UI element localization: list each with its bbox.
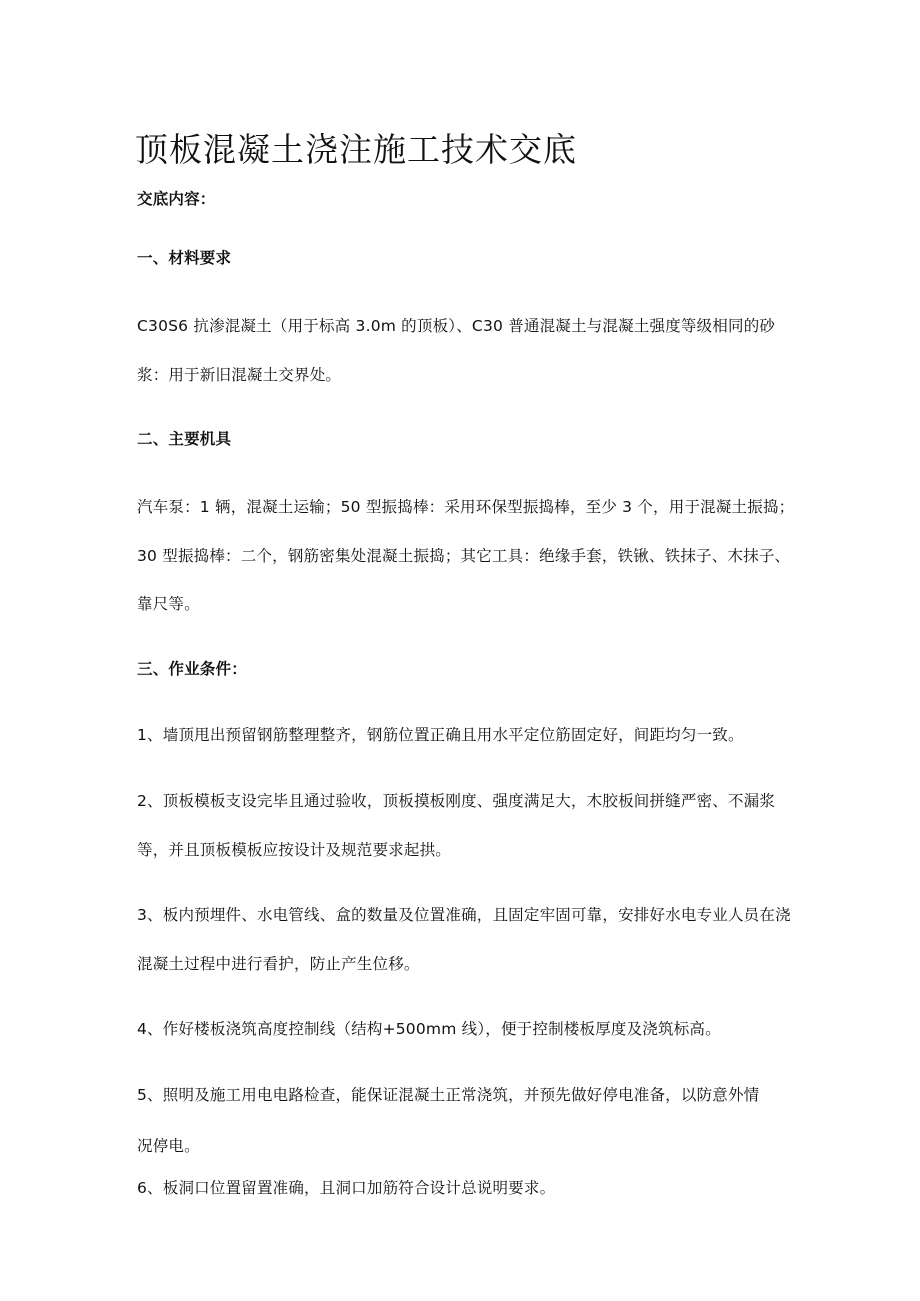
list-item-continuation: 等，并且顶板模板应按设计及规范要求起拱。 [137,841,452,859]
list-item-continuation: 况停电。 [137,1137,200,1155]
intro-label: 交底内容： [137,190,216,208]
list-item: 5、照明及施工用电电路检查，能保证混凝土正常浇筑，并预先做好停电准备，以防意外情 [137,1086,760,1104]
list-item: 4、作好楼板浇筑高度控制线（结构+500mm 线），便于控制楼板厚度及浇筑标高。 [137,1020,721,1038]
list-item: 1、墙顶甩出预留钢筋整理整齐，钢筋位置正确且用水平定位筋固定好，间距均匀一致。 [137,726,744,744]
list-item: 3、板内预埋件、水电管线、盒的数量及位置准确，且固定牢固可靠，安排好水电专业人员在浇 [137,906,791,924]
list-item: 6、板洞口位置留置准确，且洞口加筋符合设计总说明要求。 [137,1179,556,1197]
list-item: 2、顶板模板支设完毕且通过验收，顶板摸板刚度、强度满足大，木胶板间拼缝严密、不漏浆 [137,792,776,810]
paragraph-line: 浆：用于新旧混凝土交界处。 [137,366,342,384]
section-heading-equipment: 二、主要机具 [137,430,232,448]
section-heading-conditions: 三、作业条件： [137,660,247,678]
list-item-continuation: 混凝土过程中进行看护，防止产生位移。 [137,955,420,973]
section-heading-materials: 一、材料要求 [137,249,232,267]
paragraph-line: 靠尺等。 [137,595,200,613]
paragraph-line: 30 型振捣棒：二个，钢筋密集处混凝土振捣；其它工具：绝缘手套，铁锹、铁抹子、木抹子、 [137,547,791,565]
paragraph-line: 汽车泵：1 辆，混凝土运输；50 型振捣棒：采用环保型振捣棒，至少 3 个，用于混凝土振捣； [137,498,795,516]
document-title: 顶板混凝土浇注施工技术交底 [135,130,577,169]
paragraph-line: C30S6 抗渗混凝土（用于标高 3.0m 的顶板）、C30 普通混凝土与混凝土强度等级相同的砂 [137,317,776,335]
